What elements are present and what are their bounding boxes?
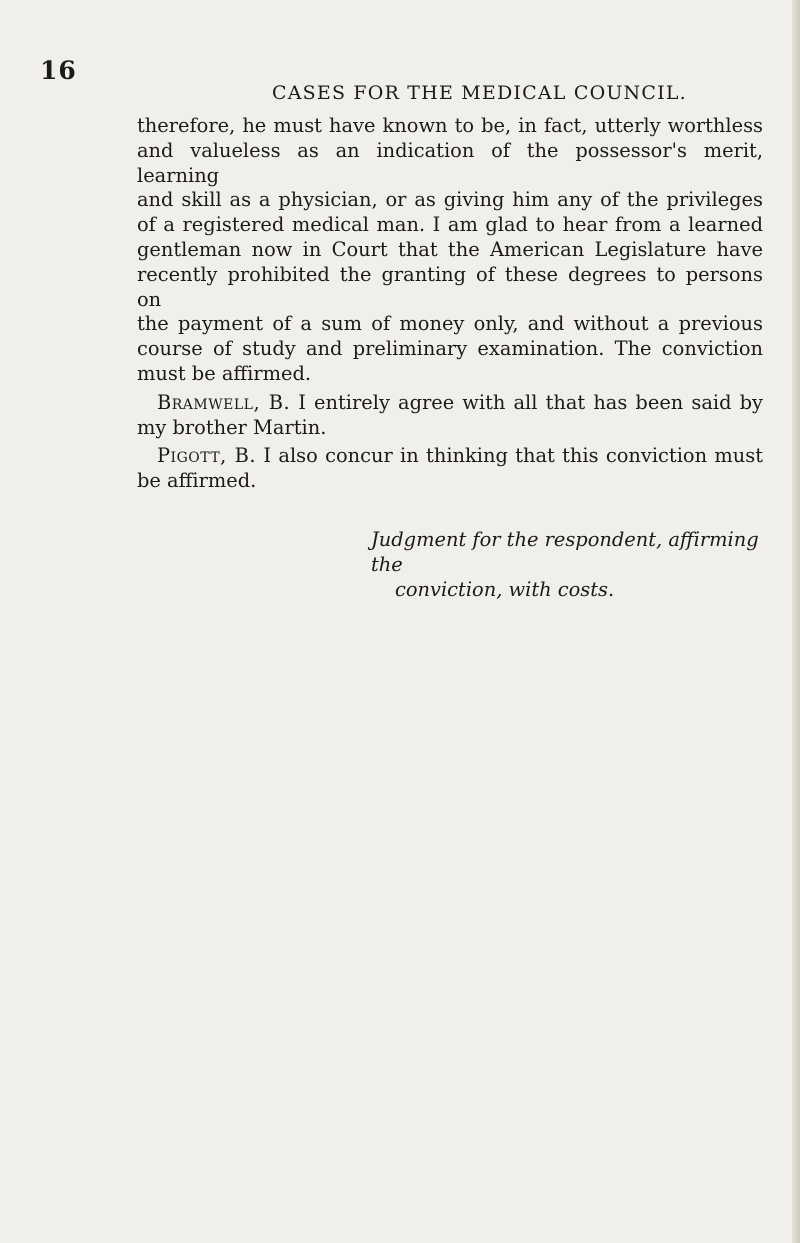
text-line <box>137 444 763 469</box>
text-line <box>137 391 763 416</box>
text-line: my brother Martin. <box>137 415 327 439</box>
paragraph-bramwell <box>137 391 763 441</box>
paragraph-continuation <box>137 114 763 387</box>
judge-name: Pigott, B. <box>157 444 257 468</box>
text-line: gentleman now in Court that the American Legislature have <box>137 237 763 261</box>
text-line: recently prohibited the granting of these degrees to persons on <box>137 262 763 311</box>
text-line: and valueless as an indication of the possessor's merit, learning <box>137 138 763 187</box>
text-fragment: I entirely agree with all that has been said by <box>298 390 763 414</box>
text-line: course of study and preliminary examination. The conviction <box>137 337 763 361</box>
text-line: the payment of a sum of money only, and without a previous <box>137 312 763 336</box>
judge-name: Bramwell, B. <box>157 390 291 414</box>
text-line: be affirmed. <box>137 469 257 493</box>
running-head: CASES FOR THE MEDICAL COUNCIL. <box>272 82 687 104</box>
judgment-line: Judgment for the respondent, affirming the <box>371 527 759 576</box>
text-line: of a registered medical man. I am glad to hear from a learned <box>137 213 763 237</box>
paragraph-pigott <box>137 444 763 494</box>
page-number: 16 <box>40 56 77 85</box>
text-fragment: I also concur in thinking that this conviction must <box>263 444 764 468</box>
text-line: therefore, he must have known to be, in fact, utterly worthless <box>137 114 763 137</box>
judgment <box>137 528 763 602</box>
judgment-line: conviction, with costs. <box>395 577 615 601</box>
text-line: and skill as a physician, or as giving him any of the privileges <box>137 188 763 212</box>
page-edge <box>792 0 800 1243</box>
body-text <box>137 114 763 602</box>
text-line: must be affirmed. <box>137 361 312 385</box>
